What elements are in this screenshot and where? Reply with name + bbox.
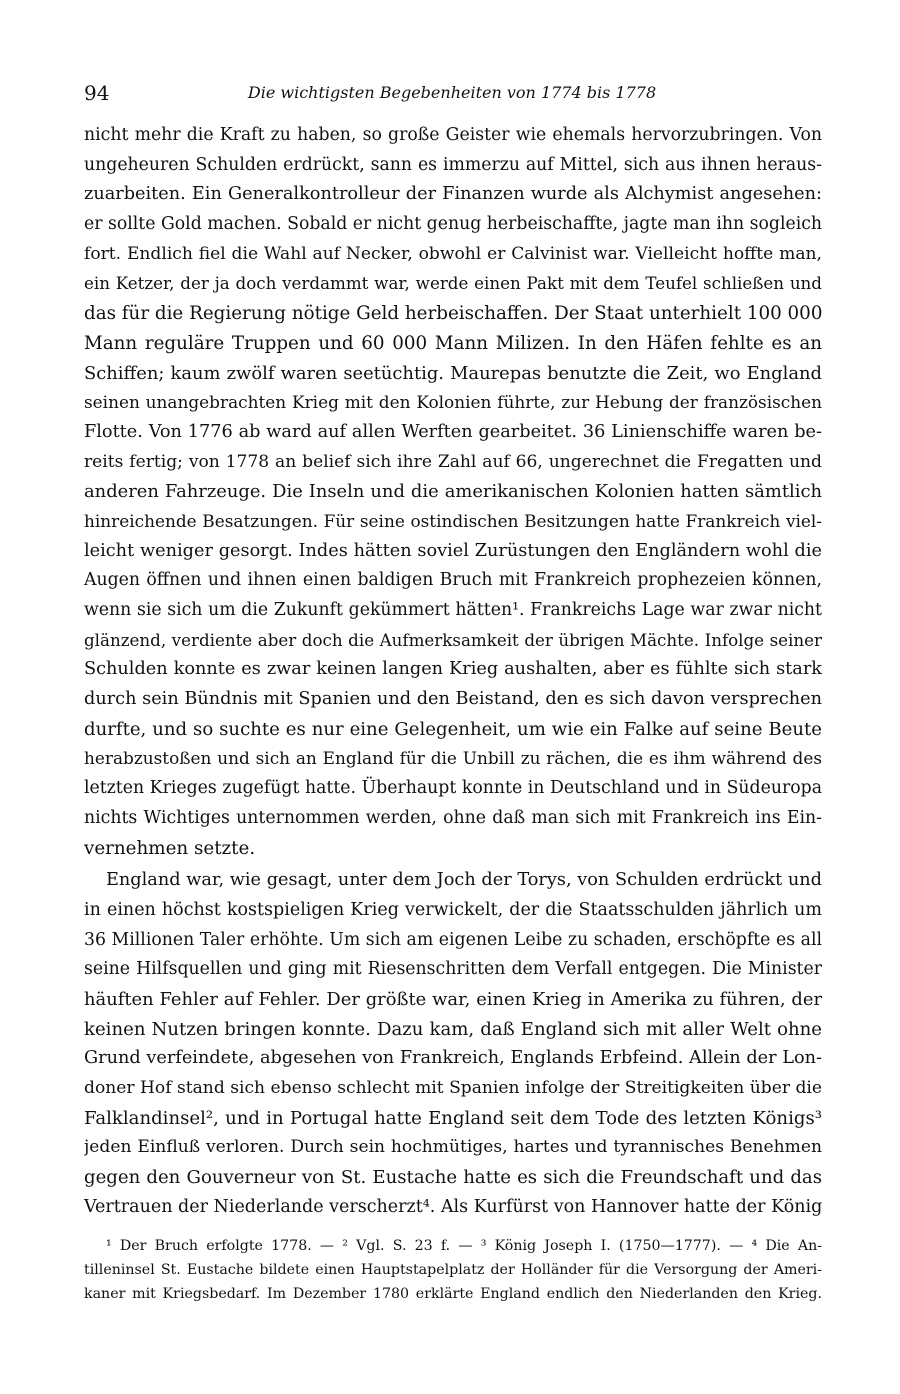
text-line: Vertrauen der Niederlande verscherzt⁴. Als Kurfürst von Hannover hatte der König xyxy=(84,1196,822,1217)
page-number: 94 xyxy=(84,81,110,105)
text-line: Mann reguläre Truppen und 60 000 Mann Milizen. In den Häfen fehlte es an xyxy=(84,332,822,354)
footnote-line: tilleninsel St. Eustache bildete einen Hauptstapelplatz der Holländer für die Versorgung der Ameri- xyxy=(84,1262,822,1278)
text-line: hinreichende Besatzungen. Für seine ostindischen Besitzungen hatte Frankreich viel- xyxy=(84,510,822,531)
text-line: seine Hilfsquellen und ging mit Riesenschritten dem Verfall entgegen. Die Minister xyxy=(84,959,822,980)
text-line: reits fertig; von 1778 an belief sich ihre Zahl auf 66, ungerechnet die Fregatten und xyxy=(84,451,822,472)
text-line: leicht weniger gesorgt. Indes hätten soviel Zurüstungen den Engländern wohl die xyxy=(84,540,822,561)
text-line: herabzustoßen und sich an England für die Unbill zu rächen, die es ihm während des xyxy=(84,748,822,769)
body-text xyxy=(84,121,822,1222)
text-line: nicht mehr die Kraft zu haben, so große Geister wie ehemals hervorzubringen. Von xyxy=(84,125,822,145)
text-line: das für die Regierung nötige Geld herbeischaffen. Der Staat unterhielt 100 000 xyxy=(84,303,822,325)
text-line: Flotte. Von 1776 ab ward auf allen Werften gearbeitet. 36 Linienschiffe waren be- xyxy=(84,421,822,442)
text-line: ungeheuren Schulden erdrückt, sann es immerzu auf Mittel, sich aus ihnen heraus- xyxy=(84,154,822,175)
paragraph-france xyxy=(84,121,822,863)
text-line: gegen den Gouverneur von St. Eustache hatte es sich die Freundschaft und das xyxy=(84,1167,822,1189)
running-title: Die wichtigsten Begebenheiten von 1774 bis 1778 xyxy=(247,83,657,102)
text-line: glänzend, verdiente aber doch die Aufmerksamkeit der übrigen Mächte. Infolge seiner xyxy=(84,629,822,650)
paragraph-england xyxy=(84,866,822,1222)
text-line: Augen öffnen und ihnen einen baldigen Bruch mit Frankreich prophezeien können, xyxy=(84,570,822,591)
text-line: häuften Fehler auf Fehler. Der größte war, einen Krieg in Amerika zu führen, der xyxy=(84,988,822,1010)
text-line: zuarbeiten. Ein Generalkontrolleur der Finanzen wurde als Alchymist angesehen: xyxy=(84,184,822,205)
text-line: England war, wie gesagt, unter dem Joch der Torys, von Schulden erdrückt und xyxy=(106,870,822,891)
text-line: fort. Endlich fiel die Wahl auf Necker, obwohl er Calvinist war. Vielleicht hoffte man, xyxy=(84,243,822,264)
text-line: 36 Millionen Taler erhöhte. Um sich am eigenen Leibe zu schaden, erschöpfte es all xyxy=(84,929,822,950)
page-header xyxy=(84,78,820,108)
text-line: Falklandinsel², und in Portugal hatte England seit dem Tode des letzten Königs³ xyxy=(84,1107,822,1129)
text-line: ein Ketzer, der ja doch verdammt war, werde einen Pakt mit dem Teufel schließen und xyxy=(84,273,822,294)
text-line: er sollte Gold machen. Sobald er nicht genug herbeischaffte, jagte man ihn sogleich xyxy=(84,214,822,235)
text-line: durfte, und so suchte es nur eine Gelegenheit, um wie ein Falke auf seine Beute xyxy=(84,718,822,740)
text-line: letzten Krieges zugefügt hatte. Überhaupt konnte in Deutschland und in Südeuropa xyxy=(84,778,822,799)
text-line: Grund verfeindete, abgesehen von Frankreich, Englands Erbfeind. Allein der Lon- xyxy=(84,1048,822,1069)
text-line: keinen Nutzen bringen konnte. Dazu kam, daß England sich mit aller Welt ohne xyxy=(84,1018,822,1040)
footnotes xyxy=(84,1234,822,1306)
text-line: in einen höchst kostspieligen Krieg verwickelt, der die Staatsschulden jährlich um xyxy=(84,899,822,920)
text-line: doner Hof stand sich ebenso schlecht mit Spanien infolge der Streitigkeiten über die xyxy=(84,1078,822,1098)
text-line: wenn sie sich um die Zukunft gekümmert hätten¹. Frankreichs Lage war zwar nicht xyxy=(84,600,822,620)
text-line: Schiffen; kaum zwölf waren seetüchtig. Maurepas benutzte die Zeit, wo England xyxy=(84,362,822,384)
text-line: Schulden konnte es zwar keinen langen Krieg aushalten, aber es fühlte sich stark xyxy=(84,659,822,680)
text-line: jeden Einfluß verloren. Durch sein hochmütiges, hartes und tyrannisches Benehmen xyxy=(84,1137,822,1158)
footnote-line: kaner mit Kriegsbedarf. Im Dezember 1780 erklärte England endlich den Niederlanden den Krieg. xyxy=(84,1286,822,1302)
text-line: nichts Wichtiges unternommen werden, ohne daß man sich mit Frankreich ins Ein- xyxy=(84,807,822,828)
footnote-line: ¹ Der Bruch erfolgte 1778. — ² Vgl. S. 23 f. — ³ König Joseph I. (1750—1777). — ⁴ Die An- xyxy=(106,1238,822,1254)
text-line: durch sein Bündnis mit Spanien und den Beistand, den es sich davon versprechen xyxy=(84,689,822,710)
text-line: seinen unangebrachten Krieg mit den Kolonien führte, zur Hebung der französischen xyxy=(84,392,822,413)
text-line: anderen Fahrzeuge. Die Inseln und die amerikanischen Kolonien hatten sämtlich xyxy=(84,481,822,503)
text-line: vernehmen setzte. xyxy=(84,837,256,859)
